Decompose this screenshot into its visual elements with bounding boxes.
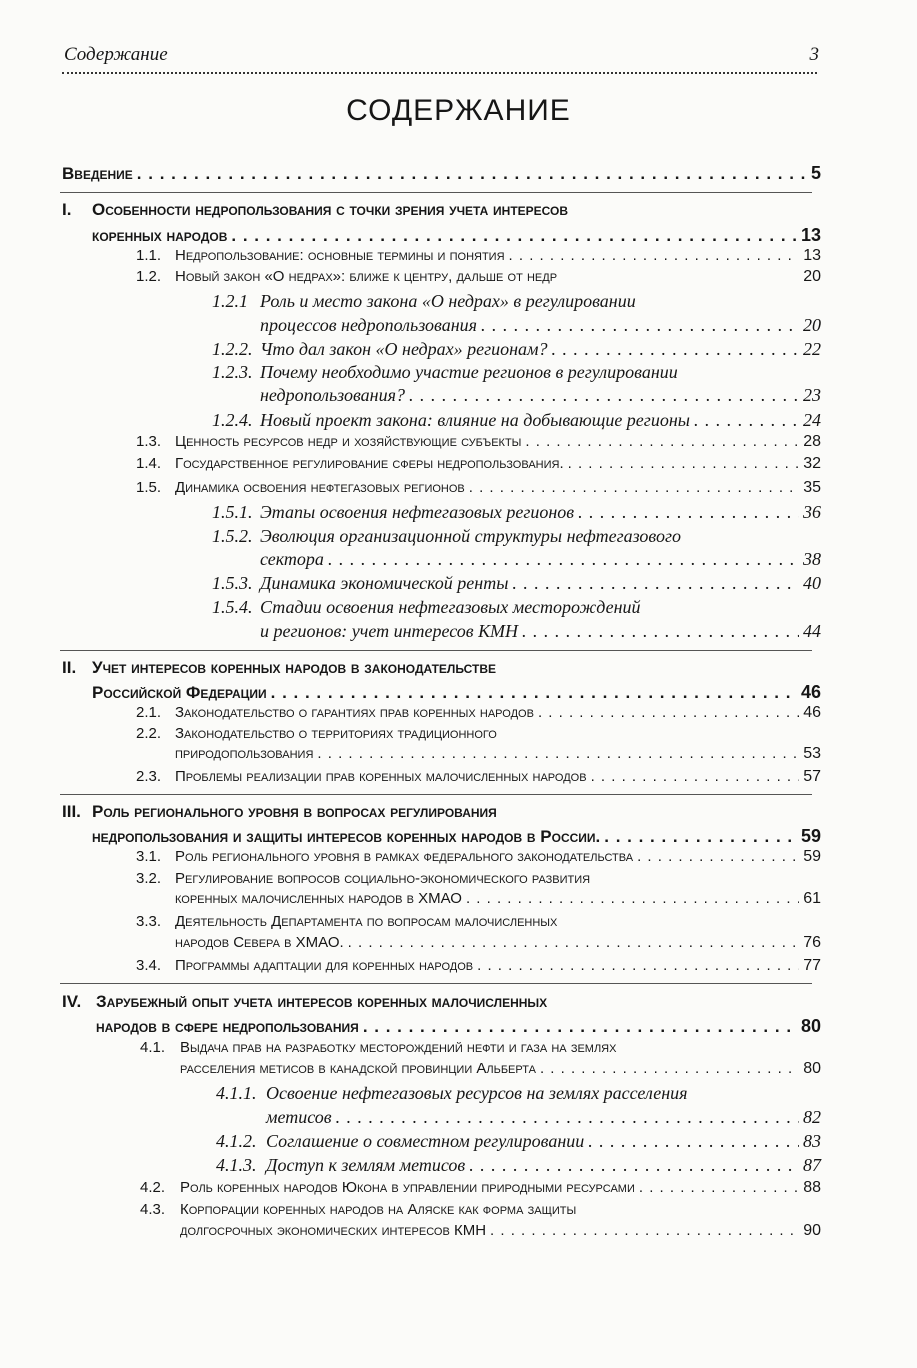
section-title: Законодательство о гарантиях прав коренных народов [175, 704, 534, 721]
toc-entry-subsection[interactable] [260, 385, 821, 406]
dot-leader [348, 934, 800, 951]
subsection-number: 1.2.4. [212, 410, 253, 430]
toc-entry-subsection[interactable] [260, 502, 821, 523]
section-title-line: природопользования [175, 745, 314, 762]
section-number: 4.3. [140, 1201, 166, 1218]
toc-entry-chapter-4[interactable] [96, 1016, 821, 1037]
toc-entry-section[interactable] [180, 1179, 821, 1197]
section-title-line: коренных малочисленных народов в ХМАО [175, 890, 462, 907]
section-number: 1.1. [136, 247, 162, 264]
section-title-line: Выдача прав на разработку месторождений нефти и газа на землях [180, 1039, 617, 1056]
dot-leader [477, 957, 799, 974]
section-number: 2.1. [136, 704, 162, 721]
toc-page-number: 38 [803, 549, 821, 569]
dot-leader [509, 247, 800, 264]
toc-entry-section[interactable] [175, 957, 821, 975]
toc-entry-subsection[interactable] [266, 1131, 821, 1152]
toc-page-number: 87 [803, 1155, 821, 1175]
dot-leader [363, 1017, 797, 1037]
toc-entry-section[interactable] [175, 934, 821, 952]
toc-page-number: 13 [803, 247, 821, 264]
toc-entry-subsection[interactable] [260, 410, 821, 431]
dot-leader [568, 455, 800, 472]
dot-leader [336, 1107, 799, 1128]
subsection-title-line: метисов [266, 1107, 332, 1127]
toc-entry-subsection[interactable] [260, 549, 821, 570]
toc-page-number: 83 [803, 1131, 821, 1151]
section-number: 4.1. [140, 1039, 166, 1056]
subsection-title-line: и регионов: учет интересов КМН [260, 621, 519, 641]
subsection-number: 1.5.2. [212, 526, 253, 546]
section-title-line: Деятельность Департамента по вопросам малочисленных [175, 913, 558, 930]
toc-page-number: 32 [803, 455, 821, 472]
subsection-title: Динамика экономической ренты [260, 573, 509, 593]
toc-page-number: 46 [803, 704, 821, 721]
dot-leader [552, 339, 799, 360]
toc-entry-section[interactable] [180, 1060, 821, 1078]
section-title: Новый закон «О недрах»: ближе к центру, дальше от недр [175, 268, 558, 285]
subsection-title-line: Почему необходимо участие регионов в регулировании [260, 362, 678, 382]
toc-entry-section[interactable] [175, 247, 821, 265]
section-number: 1.3. [136, 433, 162, 450]
toc-page-number: 22 [803, 339, 821, 359]
toc-entry-subsection[interactable] [266, 1155, 821, 1176]
subsection-number: 1.2.1 [212, 291, 248, 311]
subsection-title-line: Эволюция организационной структуры нефтегазового [260, 526, 681, 546]
toc-entry-section[interactable] [180, 1222, 821, 1240]
dot-leader [231, 226, 797, 246]
subsection-number: 4.1.3. [216, 1155, 257, 1175]
chapter-number: III. [62, 802, 81, 821]
subsection-title: Новый проект закона: влияние на добывающие регионы [260, 410, 690, 430]
toc-page-number: 35 [803, 479, 821, 496]
chapter-title-line: недропользования и защиты интересов коренных народов в России. [92, 827, 601, 846]
toc-page-number: 80 [803, 1060, 821, 1077]
subsection-number: 1.5.4. [212, 597, 253, 617]
toc-page-number: 76 [803, 934, 821, 951]
toc-entry-chapter-3[interactable] [92, 826, 821, 847]
toc-page-number: 59 [800, 826, 821, 846]
subsection-number: 1.5.3. [212, 573, 253, 593]
toc-page-number: 59 [803, 848, 821, 865]
divider [60, 650, 812, 651]
dot-leader [591, 768, 800, 785]
chapter-title-line: Зарубежный опыт учета интересов коренных малочисленных [96, 992, 548, 1011]
chapter-title-line: народов в сфере недропользования [96, 1017, 359, 1036]
toc-entry-intro[interactable] [62, 163, 821, 184]
dot-leader [490, 1222, 799, 1239]
toc-page-number: 44 [803, 621, 821, 641]
dot-leader [540, 1060, 799, 1077]
dot-leader [481, 315, 799, 336]
subsection-title: Что дал закон «О недрах» регионам? [260, 339, 548, 359]
toc-page-number: 23 [803, 385, 821, 405]
dot-leader [694, 410, 799, 431]
dot-leader [466, 890, 799, 907]
toc-page-number: 57 [803, 768, 821, 785]
toc-entry-section[interactable] [175, 268, 821, 286]
toc-entry-section[interactable] [175, 890, 821, 908]
toc-page-number: 88 [803, 1179, 821, 1196]
section-title: Роль коренных народов Юкона в управлении природными ресурсами [180, 1179, 635, 1196]
chapter-number: II. [62, 658, 77, 677]
toc-page-number: 53 [803, 745, 821, 762]
divider [60, 192, 812, 193]
toc-page-number: 46 [800, 682, 821, 702]
chapter-number: IV. [62, 992, 82, 1011]
toc-page-number: 80 [800, 1016, 821, 1036]
section-number: 1.4. [136, 455, 162, 472]
section-number: 4.2. [140, 1179, 166, 1196]
chapter-title-line: Учет интересов коренных народов в законодательстве [92, 658, 497, 677]
section-title-line: народов Севера в ХМАО. [175, 934, 344, 951]
toc-page-number: 28 [803, 433, 821, 450]
toc-page-number: 13 [800, 225, 821, 245]
toc-page-number: 20 [803, 268, 821, 285]
toc-page-number: 61 [803, 890, 821, 907]
dot-leader [317, 745, 799, 762]
section-title: Государственное регулирование сферы недропользования. [175, 455, 564, 472]
section-title: Роль регионального уровня в рамках федерального законодательства [175, 848, 634, 865]
dot-leader [328, 549, 799, 570]
subsection-title: Соглашение о совместном регулировании [266, 1131, 585, 1151]
toc-entry-section[interactable] [175, 768, 821, 786]
toc-entry-section[interactable] [175, 745, 821, 763]
toc-page-number: 77 [803, 957, 821, 974]
divider [60, 794, 812, 795]
toc-entry-label: Введение [62, 164, 133, 183]
section-title: Недропользование: основные термины и понятия [175, 247, 505, 264]
section-title: Проблемы реализации прав коренных малочисленных народов [175, 768, 587, 785]
chapter-title-line: Роль регионального уровня в вопросах регулирования [92, 802, 497, 821]
dot-leader [271, 683, 797, 703]
toc-page-number: 82 [803, 1107, 821, 1127]
dot-leader [512, 573, 799, 594]
dot-leader [469, 1155, 799, 1176]
toc-entry-subsection[interactable] [260, 339, 821, 360]
chapter-title-line: Особенности недропользования с точки зрения учета интересов [92, 200, 569, 219]
dot-leader [137, 164, 807, 184]
section-number: 1.5. [136, 479, 162, 496]
section-title: Программы адаптации для коренных народов [175, 957, 474, 974]
toc-entry-section[interactable] [175, 848, 821, 866]
toc-entry-subsection[interactable] [260, 621, 821, 642]
toc-entry-section[interactable] [175, 433, 821, 451]
subsection-number: 1.2.2. [212, 339, 253, 359]
dot-leader [578, 502, 799, 523]
chapter-title-line: Российской Федерации [92, 683, 267, 702]
section-number: 3.1. [136, 848, 162, 865]
subsection-title: Этапы освоения нефтегазовых регионов [260, 502, 575, 522]
dot-leader [604, 827, 797, 847]
running-head-page-number: 3 [809, 44, 819, 65]
subsection-title-line: сектора [260, 549, 324, 569]
toc-page-number: 90 [803, 1222, 821, 1239]
subsection-number: 1.5.1. [212, 502, 253, 522]
dot-leader [409, 385, 799, 406]
toc-page-number: 40 [803, 573, 821, 593]
toc-entry-chapter-2[interactable] [92, 682, 821, 703]
toc-entry-subsection[interactable] [260, 315, 821, 336]
toc-page-number: 36 [803, 502, 821, 522]
section-number: 3.2. [136, 870, 162, 887]
toc-page-number: 20 [803, 315, 821, 335]
running-head [62, 44, 817, 74]
subsection-title-line: Освоение нефтегазовых ресурсов на землях расселения [266, 1083, 688, 1103]
dot-leader [588, 1131, 799, 1152]
subsection-title: Доступ к землям метисов [266, 1155, 466, 1175]
section-title-line: Корпорации коренных народов на Аляске как форма защиты [180, 1201, 577, 1218]
toc-entry-chapter-1[interactable] [92, 225, 821, 246]
dot-leader [639, 1179, 799, 1196]
section-number: 3.3. [136, 913, 162, 930]
dot-leader [469, 479, 799, 496]
page-title: СОДЕРЖАНИЕ [346, 94, 571, 127]
subsection-number: 4.1.1. [216, 1083, 257, 1103]
section-title: Динамика освоения нефтегазовых регионов [175, 479, 465, 496]
chapter-title-line: коренных народов [92, 226, 228, 245]
section-number: 2.3. [136, 768, 162, 785]
toc-page-number: 24 [803, 410, 821, 430]
divider [60, 983, 812, 984]
toc-entry-subsection[interactable] [260, 573, 821, 594]
subsection-number: 4.1.2. [216, 1131, 257, 1151]
toc-entry-subsection[interactable] [266, 1107, 821, 1128]
toc-entry-section[interactable] [175, 479, 821, 497]
section-title-line: долгосрочных экономических интересов КМН [180, 1222, 487, 1239]
toc-entry-section[interactable] [175, 704, 821, 722]
subsection-title-line: недропользования? [260, 385, 405, 405]
subsection-number: 1.2.3. [212, 362, 253, 382]
toc-entry-section[interactable] [175, 455, 821, 473]
section-number: 3.4. [136, 957, 162, 974]
section-title-line: Законодательство о территориях традиционного [175, 725, 497, 742]
chapter-number: I. [62, 200, 72, 219]
dot-leader [525, 433, 799, 450]
toc-page-number: 5 [810, 163, 821, 183]
section-number: 2.2. [136, 725, 162, 742]
section-title-line: Регулирование вопросов социально-экономического развития [175, 870, 591, 887]
dot-leader [637, 848, 799, 865]
dot-leader [538, 704, 799, 721]
section-title-line: расселения метисов в канадской провинции Альберта [180, 1060, 536, 1077]
dot-leader [522, 621, 799, 642]
section-number: 1.2. [136, 268, 162, 285]
running-head-title: Содержание [64, 44, 168, 65]
subsection-title-line: процессов недропользования [260, 315, 477, 335]
section-title: Ценность ресурсов недр и хозяйствующие субъекты [175, 433, 522, 450]
subsection-title-line: Роль и место закона «О недрах» в регулировании [260, 291, 636, 311]
subsection-title-line: Стадии освоения нефтегазовых месторождений [260, 597, 641, 617]
